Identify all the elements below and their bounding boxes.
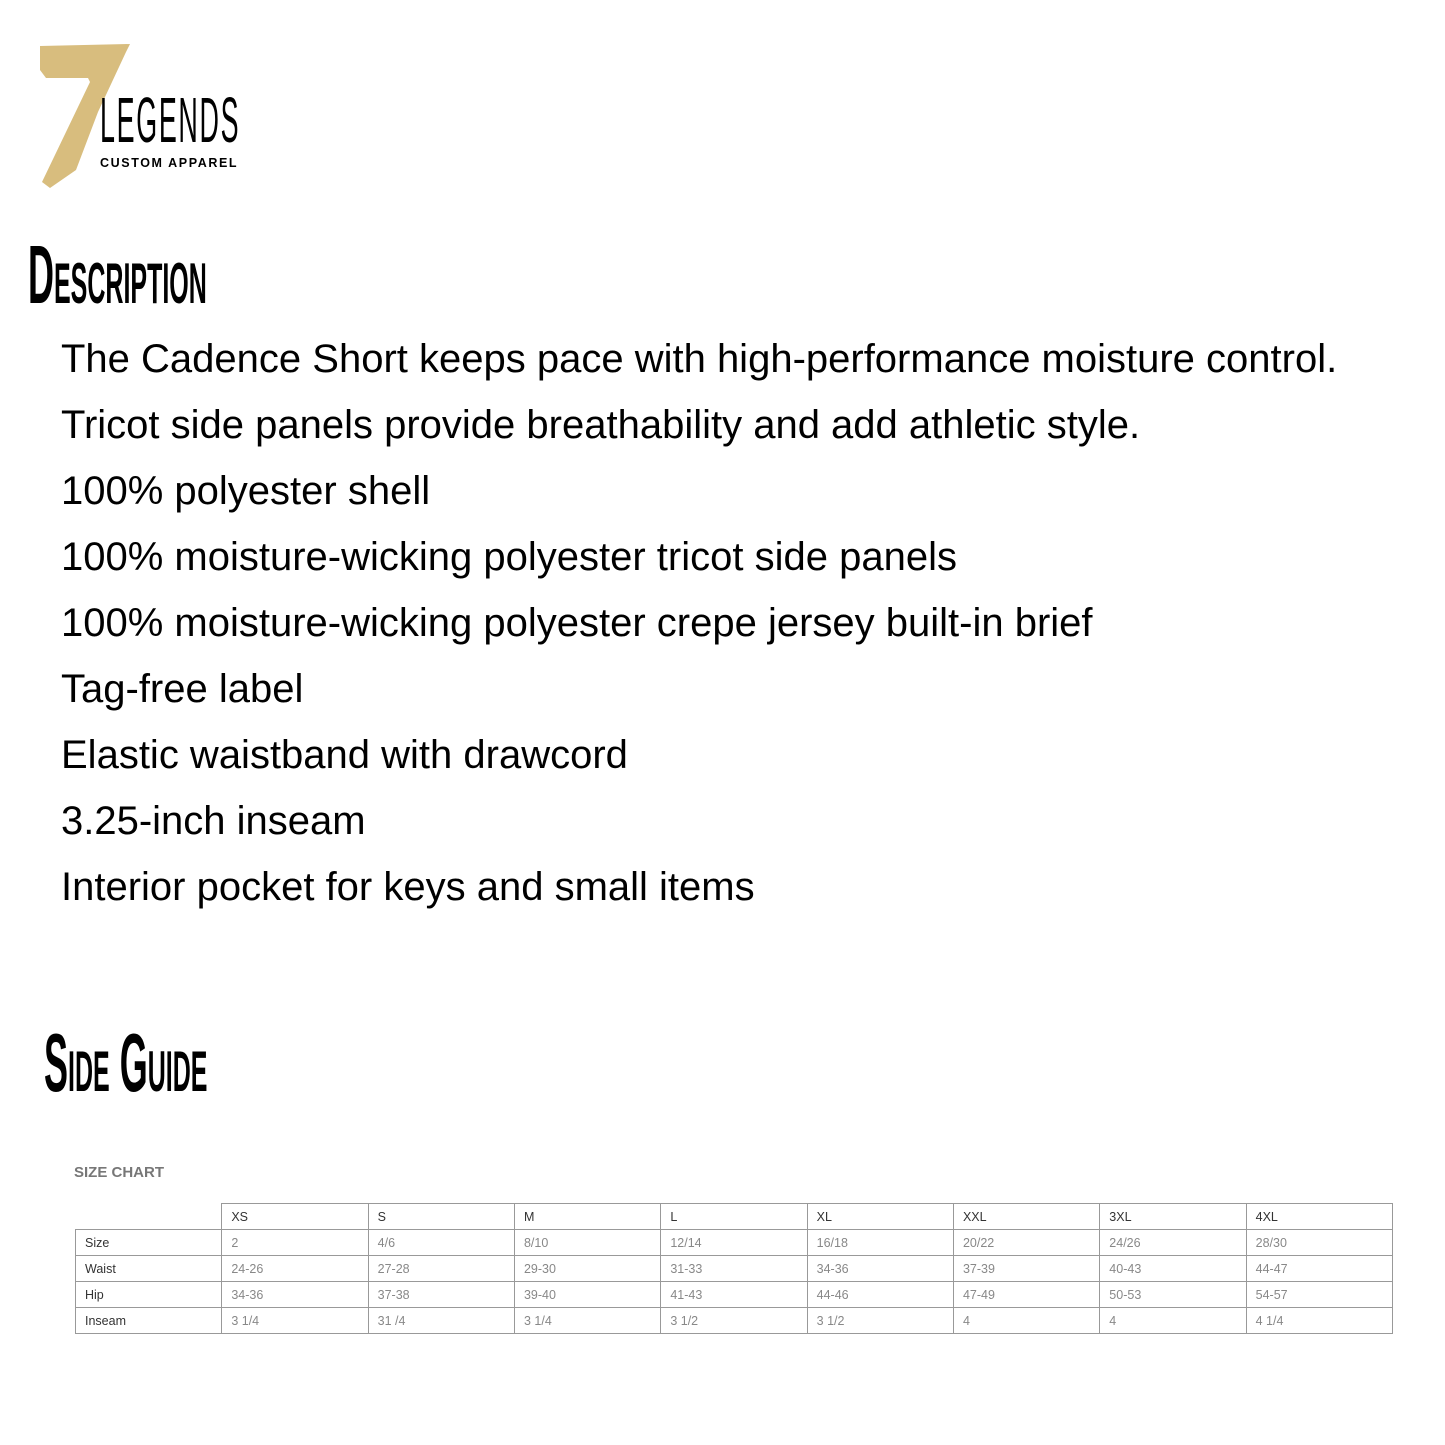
- row-label: Size: [76, 1230, 222, 1256]
- row-label: Inseam: [76, 1308, 222, 1334]
- table-cell: 54-57: [1246, 1282, 1392, 1308]
- column-header-l: L: [661, 1204, 807, 1230]
- table-cell: 27-28: [368, 1256, 514, 1282]
- table-cell: 20/22: [953, 1230, 1099, 1256]
- description-body: [61, 326, 1431, 920]
- table-row-hip: [76, 1282, 1393, 1308]
- table-cell: 24-26: [222, 1256, 368, 1282]
- description-heading: Description: [28, 229, 207, 322]
- feature-line: 100% polyester shell: [61, 469, 431, 513]
- table-cell: 31-33: [661, 1256, 807, 1282]
- header-blank-cell: [76, 1204, 222, 1230]
- table-cell: 12/14: [661, 1230, 807, 1256]
- column-header-xl: XL: [807, 1204, 953, 1230]
- row-label: Waist: [76, 1256, 222, 1282]
- feature-line: Interior pocket for keys and small items: [61, 865, 755, 909]
- column-header-m: M: [514, 1204, 660, 1230]
- size-chart-table: [75, 1203, 1393, 1334]
- column-header-4xl: 4XL: [1246, 1204, 1392, 1230]
- table-row-waist: [76, 1256, 1393, 1282]
- table-row-inseam: [76, 1308, 1393, 1334]
- logo-wordmark: LEGENDS: [100, 84, 241, 156]
- size-guide-heading: Side Guide: [44, 1017, 208, 1110]
- description-paragraph: The Cadence Short keeps pace with high-performance moisture control. Tricot side panels provide breathability and add athletic style.: [61, 337, 1338, 447]
- table-cell: 37-38: [368, 1282, 514, 1308]
- table-cell: 29-30: [514, 1256, 660, 1282]
- table-cell: 3 1/2: [807, 1308, 953, 1334]
- brand-logo: [38, 42, 253, 192]
- table-cell: 24/26: [1100, 1230, 1246, 1256]
- table-cell: 3 1/4: [514, 1308, 660, 1334]
- table-cell: 34-36: [222, 1282, 368, 1308]
- table-cell: 44-47: [1246, 1256, 1392, 1282]
- table-cell: 40-43: [1100, 1256, 1246, 1282]
- feature-line: Elastic waistband with drawcord: [61, 733, 628, 777]
- column-header-xxl: XXL: [953, 1204, 1099, 1230]
- table-cell: 3 1/4: [222, 1308, 368, 1334]
- table-cell: 4 1/4: [1246, 1308, 1392, 1334]
- table-cell: 4: [953, 1308, 1099, 1334]
- table-cell: 34-36: [807, 1256, 953, 1282]
- table-row-size: [76, 1230, 1393, 1256]
- table-cell: 16/18: [807, 1230, 953, 1256]
- feature-line: Tag-free label: [61, 667, 304, 711]
- table-header-row: [76, 1204, 1393, 1230]
- table-cell: 47-49: [953, 1282, 1099, 1308]
- logo-tagline: CUSTOM APPAREL: [100, 156, 239, 170]
- table-cell: 41-43: [661, 1282, 807, 1308]
- table-cell: 39-40: [514, 1282, 660, 1308]
- table-cell: 3 1/2: [661, 1308, 807, 1334]
- table-cell: 28/30: [1246, 1230, 1392, 1256]
- column-header-xs: XS: [222, 1204, 368, 1230]
- feature-line: 3.25-inch inseam: [61, 799, 366, 843]
- column-header-s: S: [368, 1204, 514, 1230]
- table-cell: 8/10: [514, 1230, 660, 1256]
- size-chart-title: SIZE CHART: [74, 1164, 164, 1181]
- feature-line: 100% moisture-wicking polyester crepe jersey built-in brief: [61, 601, 1093, 645]
- table-cell: 44-46: [807, 1282, 953, 1308]
- feature-line: 100% moisture-wicking polyester tricot side panels: [61, 535, 957, 579]
- column-header-3xl: 3XL: [1100, 1204, 1246, 1230]
- table-cell: 4: [1100, 1308, 1246, 1334]
- table-cell: 4/6: [368, 1230, 514, 1256]
- table-cell: 37-39: [953, 1256, 1099, 1282]
- table-cell: 31 /4: [368, 1308, 514, 1334]
- table-cell: 2: [222, 1230, 368, 1256]
- row-label: Hip: [76, 1282, 222, 1308]
- table-cell: 50-53: [1100, 1282, 1246, 1308]
